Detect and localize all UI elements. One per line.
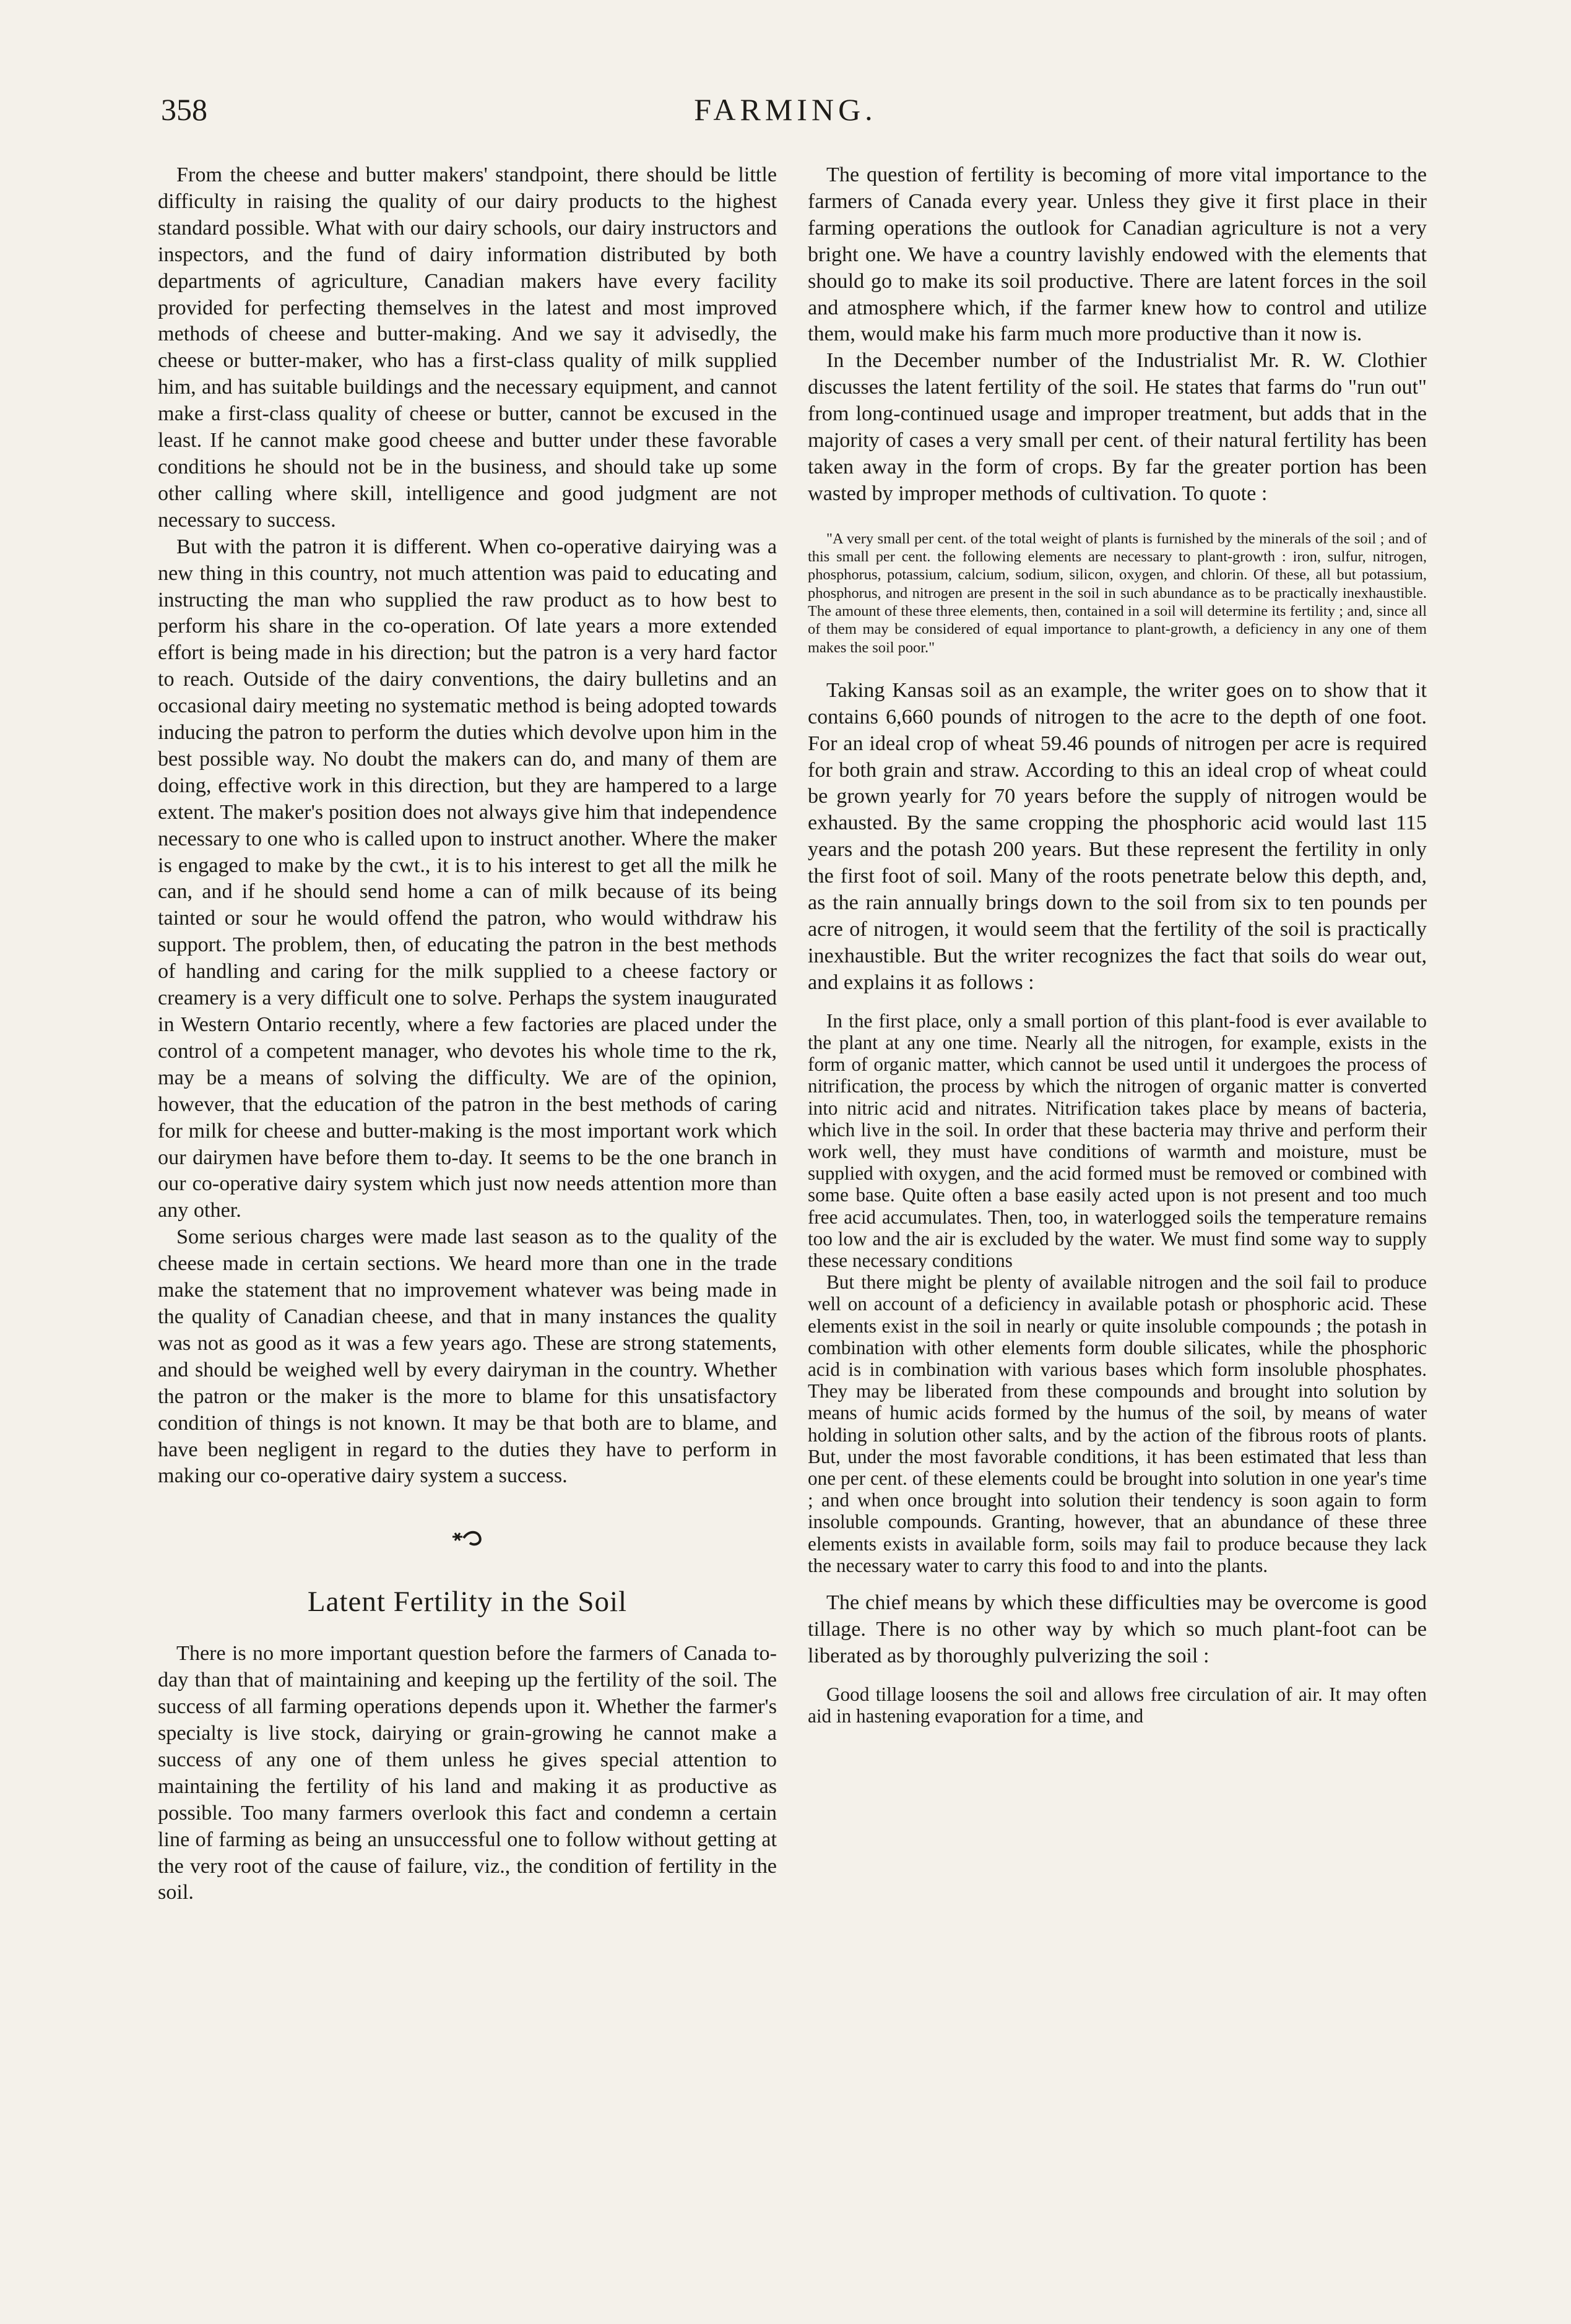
article-paragraph: Taking Kansas soil as an example, the writer goes on to show that it contains 6,660 pounds of nitrogen to the acre to the depth of one foot. For an ideal crop of wheat 59.46 pounds of nitrogen per acre is required for both grain and straw. According to this an ideal crop of wheat could be grown yearly for 70 years before the supply of nitrogen would be exhausted. By the same cropping the phosphoric acid would last 115 years and the potash 200 years. But these represent the fertility in only the first foot of soil. Many of the roots penetrate below this depth, and, as the rain annually brings down to the soil from six to ten pounds per acre of nitrogen, it would seem that the fertility of the soil is practically inexhaustible. But the writer recognizes the fact that soils do wear out, and explains it as follows :	[808, 678, 1427, 994]
section-heading: Latent Fertility in the Soil	[307, 1586, 628, 1618]
article-paragraph: But with the patron it is different. When co-operative dairying was a new thing in this country, not much attention was paid to educating and instructing the man who supplied the raw product as to how best to perform his share in the co-operation. Of late years a more extended effort is being made in his direction; but the patron is a very hard factor to reach. Outside of the dairy conventions, the dairy bulletins and an occasional dairy meeting no systematic method is being adopted towards inducing the patron to perform the duties which devolve upon him in the best possible way. No doubt the makers can do, and many of them are doing, effective work in this direction, but they are hampered to a large extent. The maker's position does not always give him that independence necessary to one who is called upon to instruct another. Where the maker is engaged to make by the cwt., it is to his interest to get all the milk he can, and if he should send home a can of milk because of its being tainted or sour he would offend the patron, who would withdraw his support. The problem, then, of educating the patron in the best methods of handling and caring for the milk supplied to a cheese factory or creamery is a very difficult one to solve. Perhaps the system inaugurated in Western Ontario recently, where a few factories are placed under the control of a competent manager, who devotes his whole time to the rk, may be a means of solving the difficulty. We are of the opinion, however, that the education of the patron in the best methods of caring for milk for cheese and butter-making is the most important work which our dairymen have before them to-day. It seems to be the one branch in our co-operative dairy system which just now needs attention more than any other.	[158, 535, 777, 1222]
quoted-paragraph: Good tillage loosens the soil and allows free circulation of air. It may often aid in hastening evaporation for a time, and	[808, 1683, 1427, 1727]
block-quote: "A very small per cent. of the total weight of plants is furnished by the minerals of the soil ; and of this small per cent. the following elements are necessary to plant-growth : iron, sulfur, nitrogen, phosphorus, potassium, calcium, sodium, silicon, oxygen, and chlorin. Of these, all but potassium, phosphorus, and nitrogen are present in the soil in such abundance as to be practically inexhaustible. The amount of these three elements, then, contained in a soil will determine its fertility ; and, since all of them may be considered of equal importance to plant-growth, a deficiency in any one of them makes the soil poor."	[808, 530, 1427, 656]
page-number: 358	[161, 92, 207, 127]
quoted-paragraph: In the first place, only a small portion of this plant-food is ever available to the plant at any one time. Nearly all the nitrogen, for example, exists in the form of organic matter, which cannot be used until it undergoes the process of nitrification, the process by which the nitrogen of organic matter is converted into nitric acid and nitrates. Nitrification takes place by means of bacteria, which live in the soil. In order that these bacteria may thrive and perform their work well, they must have conditions of warmth and moisture, must be supplied with oxygen, and the acid formed must be removed or combined with some base. Quite often a base easily acted upon is not present and too much free acid accumulates. Then, too, in waterlogged soils the temperature remains too low and the air is excluded by the water. We must find some way to supply these necessary conditions	[808, 1009, 1427, 1271]
article-paragraph: The question of fertility is becoming of more vital importance to the farmers of Canada every year. Unless they give it first place in their farming operations the outlook for Canadian agriculture is not a very bright one. We have a country lavishly endowed with the elements that should go to make its soil productive. There are latent forces in the soil and atmosphere which, if the farmer knew how to control and utilize them, would make his farm much more productive than it now is.	[808, 163, 1427, 346]
article-paragraph: Some serious charges were made last season as to the quality of the cheese made in certain sections. We heard more than one in the trade make the statement that no improvement whatever was being made in the quality of Canadian cheese, and that in many instances the quality was not as good as it was a few years ago. These are strong statements, and should be weighed well by every dairyman in the country. Whether the patron or the maker is the more to blame for this unsatisfactory condition of things is not known. It may be that both are to blame, and have been negligent in regard to the duties they have to perform in making our co-operative dairy system a success.	[158, 1225, 777, 1488]
right-column	[808, 162, 1427, 1727]
running-title: FARMING.	[694, 92, 877, 127]
article-paragraph: There is no more important question before the farmers of Canada to-day than that of maintaining and keeping up the fertility of the soil. The success of all farming operations depends upon it. Whether the farmer's specialty is live stock, dairying or grain-growing he cannot make a success of any one of them unless he gives special attention to maintaining the fertility of his land and making it as productive as possible. Too many farmers overlook this fact and condemn a certain line of farming as being an unsuccessful one to follow without getting at the very root of the cause of failure, viz., the condition of fertility in the soil.	[158, 1642, 777, 1904]
quoted-paragraph: But there might be plenty of available nitrogen and the soil fail to produce well on account of a deficiency in available potash or phosphoric acid. These elements exist in the soil in nearly or quite insoluble compounds ; the potash in combination with other elements form double silicates, while the phosphoric acid is in combination with various bases which form insoluble phosphates. They may be liberated from these compounds and brought into solution by means of humic acids formed by the humus of the soil, by means of water holding in solution other salts, and by the action of the fibrous roots of plants. But, under the most favorable conditions, it has been estimated that less than one per cent. of these elements could be brought into solution in one year's time ; and when once brought into solution their tendency is soon again to form insoluble compounds. Granting, however, that an abundance of these three elements exists in available form, soils may fail to produce because they lack the necessary water to carry this food to and into the plants.	[808, 1271, 1427, 1576]
article-paragraph: From the cheese and butter makers' standpoint, there should be little difficulty in raising the quality of our dairy products to the highest standard possible. What with our dairy schools, our dairy instructors and inspectors, and the fund of dairy information distributed by both departments of agriculture, Canadian makers have every facility provided for perfecting themselves in the latest and most improved methods of cheese and butter-making. And we say it advisedly, the cheese or butter-maker, who has a first-class quality of milk supplied him, and has suitable buildings and the necessary equipment, and cannot make a first-class quality of cheese or butter, cannot be excused in the least. If he cannot make good cheese and butter under these favorable conditions he should not be in the business, and should take up some other calling where skill, intelligence and good judgment are not necessary to success.	[158, 163, 777, 532]
left-column	[158, 162, 777, 1906]
ornament-icon	[158, 1528, 777, 1550]
article-paragraph: The chief means by which these difficulties may be overcome is good tillage. There is no other way by which so much plant-foot can be liberated as by thoroughly pulverizing the soil :	[808, 1591, 1427, 1667]
article-paragraph: In the December number of the Industrialist Mr. R. W. Clothier discusses the latent fertility of the soil. He states that farms do "run out" from long-continued usage and improper treatment, but adds that in the majority of cases a very small per cent. of their natural fertility has been taken away in the form of crops. By far the greater portion has been wasted by improper methods of cultivation. To quote :	[808, 349, 1427, 505]
